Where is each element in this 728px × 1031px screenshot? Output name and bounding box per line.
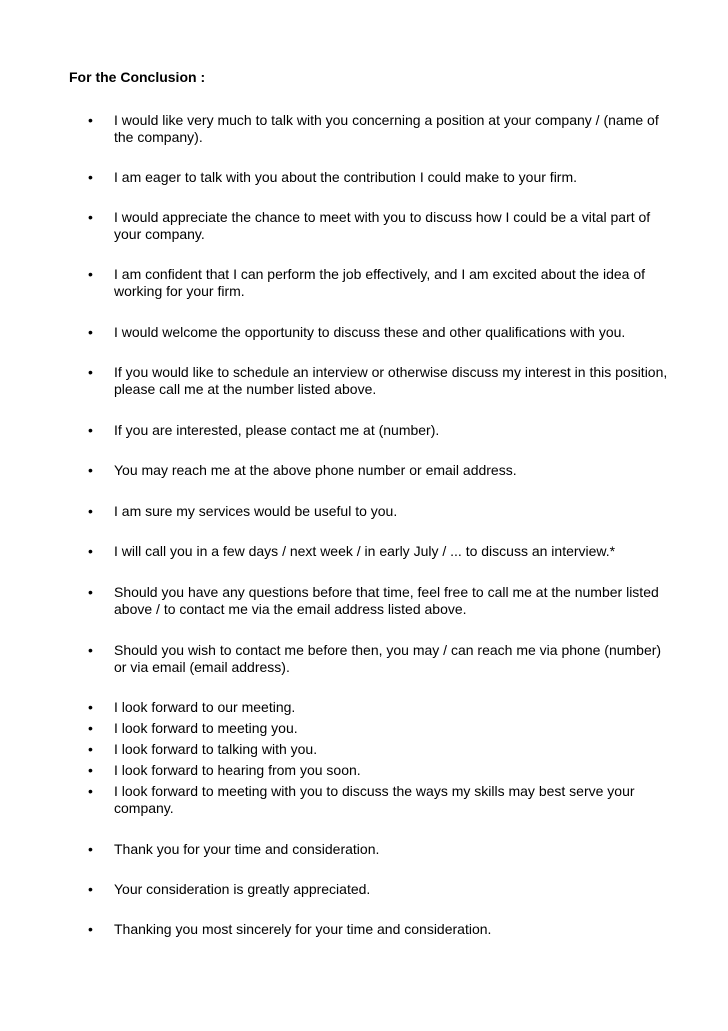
list-item-text: Thank you for your time and consideration. xyxy=(114,841,380,857)
list-item-text: I am confident that I can perform the job effectively, and I am excited about the idea of working for your firm. xyxy=(114,266,646,299)
bullet-icon: • xyxy=(88,462,93,478)
list-item-text: I am sure my services would be useful to you. xyxy=(114,503,398,519)
bullet-icon: • xyxy=(88,112,93,128)
list-item-text: Thanking you most sincerely for your time and consideration. xyxy=(114,921,492,937)
list-item xyxy=(88,584,668,618)
list-item-text: Should you wish to contact me before then, you may / can reach me via phone (number) or via email (email address). xyxy=(114,642,662,675)
list-item xyxy=(88,422,668,439)
bullet-icon: • xyxy=(88,209,93,225)
list-item xyxy=(88,324,668,341)
list-item xyxy=(88,503,668,520)
list-item xyxy=(88,462,668,479)
bullet-icon: • xyxy=(88,881,93,897)
bullet-icon: • xyxy=(88,642,93,658)
list-item-text: I look forward to meeting with you to discuss the ways my skills may best serve your company. xyxy=(114,783,635,816)
list-item-text: If you would like to schedule an interview or otherwise discuss my interest in this position, please call me at the number listed above. xyxy=(114,364,668,397)
list-item xyxy=(88,266,668,300)
list-item-text: Your consideration is greatly appreciated. xyxy=(114,881,371,897)
list-item xyxy=(88,741,668,758)
list-item-text: Should you have any questions before that time, feel free to call me at the number listed above / to contact me via the email address listed above. xyxy=(114,584,659,617)
list-item-text: I look forward to hearing from you soon. xyxy=(114,762,361,778)
bullet-icon: • xyxy=(88,762,93,778)
bullet-icon: • xyxy=(88,584,93,600)
list-item xyxy=(88,720,668,737)
list-item xyxy=(88,209,668,243)
bullet-icon: • xyxy=(88,921,93,937)
bullet-icon: • xyxy=(88,169,93,185)
list-item-text: I look forward to talking with you. xyxy=(114,741,318,757)
list-item xyxy=(88,169,668,186)
list-item xyxy=(88,881,668,898)
bullet-icon: • xyxy=(88,324,93,340)
page-heading: For the Conclusion : xyxy=(69,69,206,85)
list-item xyxy=(88,762,668,779)
bullet-icon: • xyxy=(88,720,93,736)
list-item xyxy=(88,783,668,817)
bullet-icon: • xyxy=(88,503,93,519)
list-item xyxy=(88,699,668,716)
list-item xyxy=(88,364,668,398)
bullet-icon: • xyxy=(88,783,93,799)
list-item-text: I would appreciate the chance to meet with you to discuss how I could be a vital part of your company. xyxy=(114,209,651,242)
list-item-text: I will call you in a few days / next week / in early July / ... to discuss an interview.* xyxy=(114,543,616,559)
list-item xyxy=(88,841,668,858)
bullet-icon: • xyxy=(88,422,93,438)
list-item-text: I look forward to meeting you. xyxy=(114,720,298,736)
list-item xyxy=(88,543,668,560)
bullet-icon: • xyxy=(88,741,93,757)
bullet-icon: • xyxy=(88,841,93,857)
list-item-text: I am eager to talk with you about the contribution I could make to your firm. xyxy=(114,169,578,185)
bullet-icon: • xyxy=(88,543,93,559)
list-item-text: I look forward to our meeting. xyxy=(114,699,296,715)
list-item-text: You may reach me at the above phone number or email address. xyxy=(114,462,517,478)
list-item-text: I would welcome the opportunity to discuss these and other qualifications with you. xyxy=(114,324,626,340)
list-item-text: I would like very much to talk with you concerning a position at your company / (name of the company). xyxy=(114,112,659,145)
list-item xyxy=(88,921,668,938)
bullet-icon: • xyxy=(88,266,93,282)
bullet-icon: • xyxy=(88,699,93,715)
list-item xyxy=(88,112,668,146)
list-item xyxy=(88,642,668,676)
bullet-icon: • xyxy=(88,364,93,380)
list-item-text: If you are interested, please contact me at (number). xyxy=(114,422,440,438)
